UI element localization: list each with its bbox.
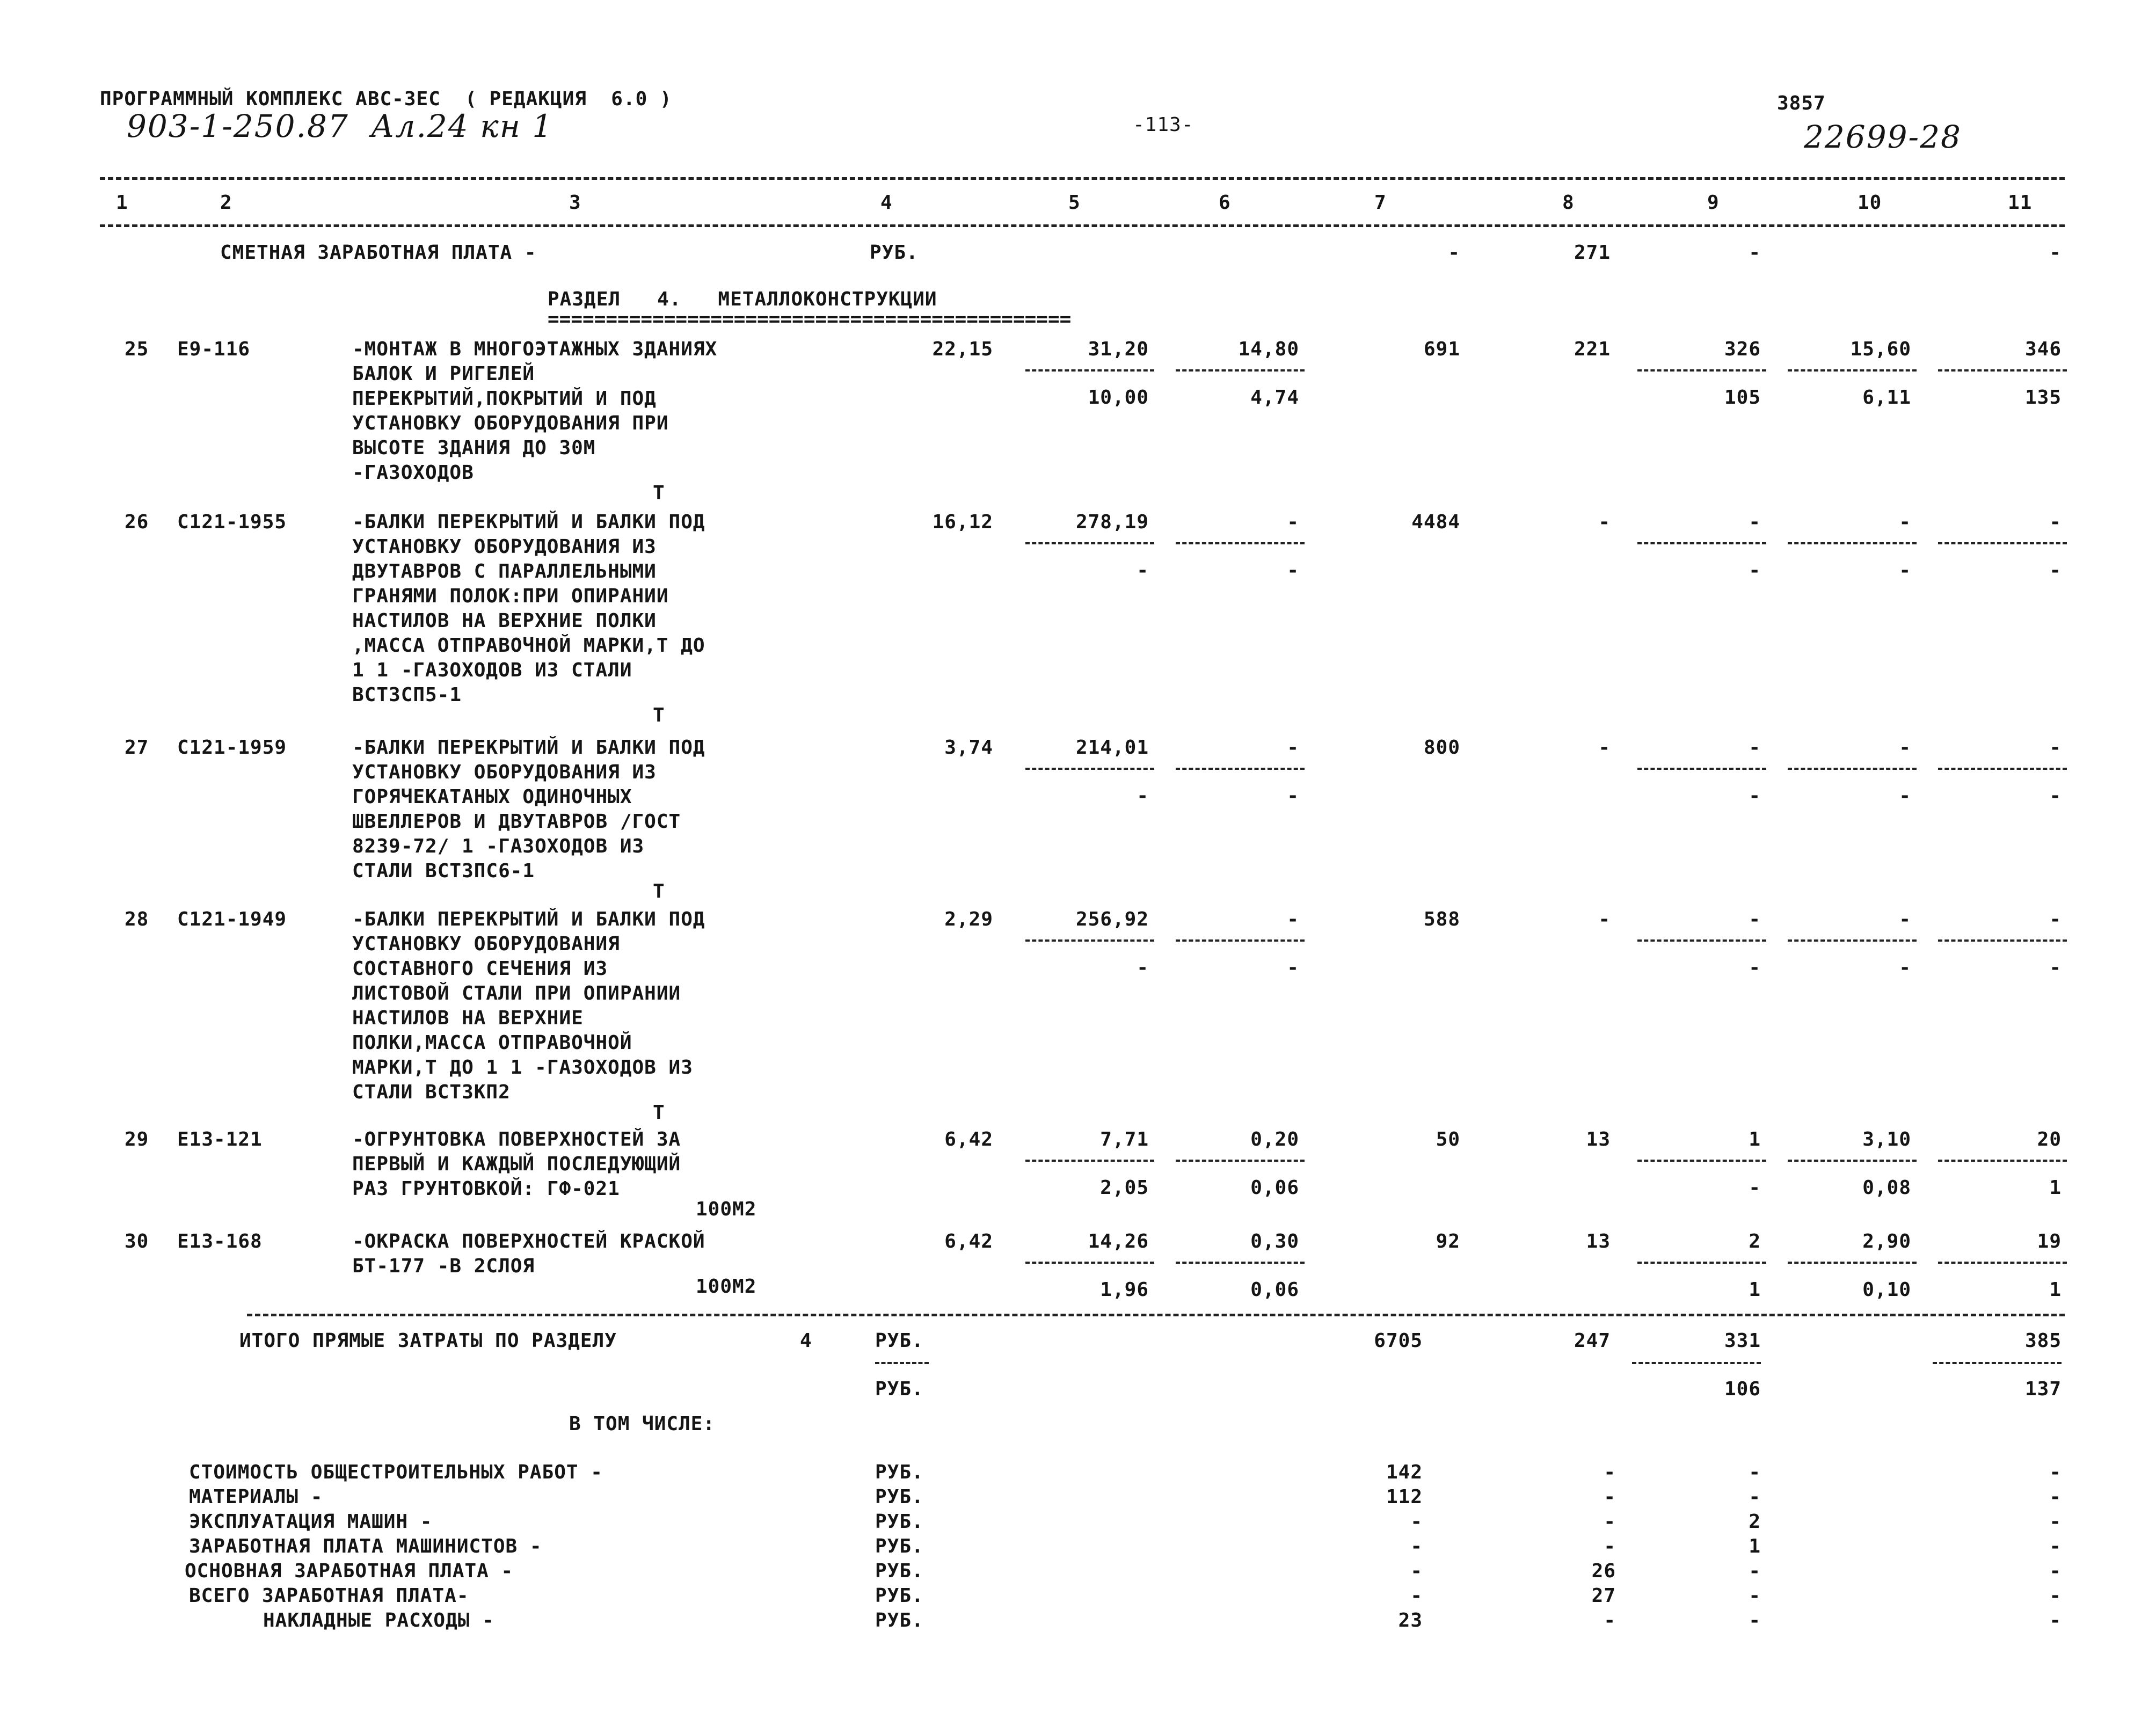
breakdown-label: ВСЕГО ЗАРАБОТНАЯ ПЛАТА- — [189, 1585, 469, 1607]
item-subrule — [1176, 939, 1305, 942]
item-c7: 691 — [1423, 338, 1460, 360]
item-c11b: - — [2049, 785, 2062, 807]
breakdown-c7: - — [1410, 1585, 1423, 1607]
total-c7: 6705 — [1374, 1330, 1423, 1352]
breakdown-c8: - — [1604, 1461, 1616, 1483]
item-subrule — [1176, 768, 1305, 770]
item-c5a: 31,20 — [1088, 338, 1149, 360]
breakdown-c7: 112 — [1386, 1486, 1423, 1508]
item-code: С121-1949 — [177, 908, 287, 930]
item-description-line: МАРКИ,Т ДО 1 1 -ГАЗОХОДОВ ИЗ — [352, 1057, 693, 1079]
breakdown-label: СТОИМОСТЬ ОБЩЕСТРОИТЕЛЬНЫХ РАБОТ - — [189, 1461, 603, 1483]
item-number: 25 — [125, 338, 149, 360]
item-c6b: 0,06 — [1250, 1279, 1299, 1301]
item-c10b: - — [1899, 785, 1911, 807]
item-unit: 100М2 — [696, 1198, 757, 1220]
breakdown-unit: РУБ. — [875, 1461, 924, 1483]
item-subrule — [1637, 768, 1766, 770]
item-c9a: 326 — [1724, 338, 1761, 360]
breakdown-unit: РУБ. — [875, 1486, 924, 1508]
item-c10a: - — [1899, 511, 1911, 533]
item-c5a: 14,26 — [1088, 1230, 1149, 1252]
item-subrule — [1938, 369, 2067, 371]
item-description-line: -БАЛКИ ПЕРЕКРЫТИЙ И БАЛКИ ПОД — [352, 737, 705, 759]
item-c9b: 1 — [1749, 1279, 1761, 1301]
breakdown-c8: 26 — [1591, 1560, 1616, 1582]
item-c5a: 7,71 — [1100, 1128, 1149, 1150]
total-c9b: 106 — [1724, 1378, 1761, 1400]
item-c6b: 4,74 — [1250, 387, 1299, 409]
total-section-no: 4 — [800, 1330, 812, 1352]
item-description-line: УСТАНОВКУ ОБОРУДОВАНИЯ — [352, 933, 620, 955]
item-c10b: - — [1899, 559, 1911, 581]
item-subrule — [1938, 542, 2067, 544]
item-description-line: ПЕРВЫЙ И КАЖДЫЙ ПОСЛЕДУЮЩИЙ — [352, 1153, 681, 1175]
item-c11b: - — [2049, 559, 2062, 581]
breakdown-unit: РУБ. — [875, 1511, 924, 1533]
item-c8: - — [1598, 737, 1611, 759]
breakdown-c9: 1 — [1749, 1535, 1761, 1557]
item-unit: 100М2 — [696, 1276, 757, 1298]
breakdown-c7: - — [1410, 1560, 1423, 1582]
rule-before-total — [247, 1314, 2065, 1316]
item-description-line: НАСТИЛОВ НА ВЕРХНИЕ — [352, 1007, 584, 1029]
item-c7: 4484 — [1411, 511, 1460, 533]
item-c9a: 1 — [1749, 1128, 1761, 1150]
item-c11b: - — [2049, 957, 2062, 979]
item-subrule — [1637, 1262, 1766, 1264]
breakdown-c9: - — [1749, 1461, 1761, 1483]
item-c6b: - — [1287, 957, 1299, 979]
breakdown-c11: - — [2049, 1609, 2062, 1631]
page-number: -113- — [1133, 114, 1194, 136]
item-subrule — [1938, 768, 2067, 770]
item-c6b: - — [1287, 559, 1299, 581]
item-subrule — [1176, 369, 1305, 371]
breakdown-c8: - — [1604, 1535, 1616, 1557]
item-description-line: -БАЛКИ ПЕРЕКРЫТИЙ И БАЛКИ ПОД — [352, 511, 705, 533]
item-c6a: - — [1287, 511, 1299, 533]
breakdown-c11: - — [2049, 1585, 2062, 1607]
total-c11-rule — [1933, 1362, 2062, 1364]
item-c10a: 15,60 — [1850, 338, 1911, 360]
item-c8: 13 — [1586, 1128, 1611, 1150]
item-unit: Т — [653, 880, 665, 902]
breakdown-c9: - — [1749, 1609, 1761, 1631]
total-including-label: В ТОМ ЧИСЛЕ: — [569, 1413, 716, 1435]
item-c6a: - — [1287, 908, 1299, 930]
item-subrule — [1637, 939, 1766, 942]
column-header-1: 1 — [116, 192, 128, 214]
column-header-4: 4 — [880, 192, 893, 214]
item-c11a: 346 — [2024, 338, 2062, 360]
item-c10b: 0,08 — [1862, 1177, 1911, 1199]
item-description-line: ГРАНЯМИ ПОЛОК:ПРИ ОПИРАНИИ — [352, 585, 669, 607]
item-c5b: - — [1137, 785, 1149, 807]
column-header-6: 6 — [1219, 192, 1231, 214]
item-code: Е13-121 — [177, 1128, 263, 1150]
item-c5b: 10,00 — [1088, 387, 1149, 409]
item-c11a: 19 — [2037, 1230, 2062, 1252]
item-description-line: СТАЛИ ВСТЗПС6-1 — [352, 860, 535, 882]
item-subrule — [1176, 542, 1305, 544]
section-title: РАЗДЕЛ 4. МЕТАЛЛОКОНСТРУКЦИИ — [548, 288, 937, 310]
item-c9a: - — [1749, 511, 1761, 533]
item-c6a: - — [1287, 737, 1299, 759]
item-c5b: - — [1137, 559, 1149, 581]
item-subrule — [1788, 1160, 1917, 1162]
item-description-line: РАЗ ГРУНТОВКОЙ: ГФ-021 — [352, 1178, 620, 1200]
breakdown-c11: - — [2049, 1461, 2062, 1483]
item-c10b: - — [1899, 957, 1911, 979]
item-subrule — [1025, 939, 1154, 942]
item-c9b: - — [1749, 559, 1761, 581]
summary-top-c8: 271 — [1574, 242, 1611, 264]
breakdown-unit: РУБ. — [875, 1609, 924, 1631]
item-subrule — [1637, 542, 1766, 544]
breakdown-c8: 27 — [1591, 1585, 1616, 1607]
column-header-7: 7 — [1374, 192, 1387, 214]
breakdown-c11: - — [2049, 1560, 2062, 1582]
item-description-line: БАЛОК И РИГЕЛЕЙ — [352, 363, 535, 385]
item-subrule — [1637, 369, 1766, 371]
total-c9-rule — [1632, 1362, 1761, 1364]
sheet-number-small: 3857 — [1777, 92, 1826, 114]
item-description-line: СОСТАВНОГО СЕЧЕНИЯ ИЗ — [352, 958, 608, 980]
item-c11b: 135 — [2024, 387, 2062, 409]
item-code: Е13-168 — [177, 1230, 263, 1252]
item-number: 28 — [125, 908, 149, 930]
item-c10a: 3,10 — [1862, 1128, 1911, 1150]
total-c8: 247 — [1574, 1330, 1611, 1352]
item-number: 26 — [125, 511, 149, 533]
item-subrule — [1938, 939, 2067, 942]
item-subrule — [1176, 1160, 1305, 1162]
item-c6b: 0,06 — [1250, 1177, 1299, 1199]
rule-under-header — [100, 224, 2065, 227]
breakdown-label: ЭКСПЛУАТАЦИЯ МАШИН - — [189, 1511, 433, 1533]
item-description-line: -ОКРАСКА ПОВЕРХНОСТЕЙ КРАСКОЙ — [352, 1230, 705, 1252]
total-c9: 331 — [1724, 1330, 1761, 1352]
breakdown-label: МАТЕРИАЛЫ - — [189, 1486, 323, 1508]
item-c11a: - — [2049, 511, 2062, 533]
item-description-line: ,МАССА ОТПРАВОЧНОЙ МАРКИ,Т ДО — [352, 635, 705, 657]
item-subrule — [1025, 369, 1154, 371]
item-c5b: 2,05 — [1100, 1177, 1149, 1199]
item-description-line: 8239-72/ 1 -ГАЗОХОДОВ ИЗ — [352, 835, 645, 857]
item-subrule — [1637, 1160, 1766, 1162]
item-description-line: -БАЛКИ ПЕРЕКРЫТИЙ И БАЛКИ ПОД — [352, 908, 705, 930]
item-description-line: БТ-177 -В 2СЛОЯ — [352, 1255, 535, 1277]
item-c4: 3,74 — [944, 737, 993, 759]
column-header-2: 2 — [220, 192, 232, 214]
item-description-line: ВЫСОТЕ ЗДАНИЯ ДО 30М — [352, 437, 596, 459]
item-subrule — [1938, 1262, 2067, 1264]
item-c9b: - — [1749, 957, 1761, 979]
item-unit: Т — [653, 482, 665, 504]
item-c5a: 214,01 — [1075, 737, 1149, 759]
breakdown-label: НАКЛАДНЫЕ РАСХОДЫ - — [263, 1609, 494, 1631]
item-c9b: 105 — [1724, 387, 1761, 409]
item-c10a: - — [1899, 908, 1911, 930]
item-c10a: - — [1899, 737, 1911, 759]
item-subrule — [1025, 1160, 1154, 1162]
total-label: ИТОГО ПРЯМЫЕ ЗАТРАТЫ ПО РАЗДЕЛУ — [239, 1330, 617, 1352]
column-header-5: 5 — [1068, 192, 1081, 214]
item-unit: Т — [653, 704, 665, 726]
item-description-line: -ОГРУНТОВКА ПОВЕРХНОСТЕЙ ЗА — [352, 1128, 681, 1150]
item-c5b: 1,96 — [1100, 1279, 1149, 1301]
item-c4: 6,42 — [944, 1128, 993, 1150]
breakdown-unit: РУБ. — [875, 1535, 924, 1557]
item-description-line: УСТАНОВКУ ОБОРУДОВАНИЯ ПРИ — [352, 412, 669, 434]
item-c8: - — [1598, 511, 1611, 533]
item-c8: - — [1598, 908, 1611, 930]
breakdown-unit: РУБ. — [875, 1585, 924, 1607]
item-subrule — [1025, 1262, 1154, 1264]
breakdown-c11: - — [2049, 1486, 2062, 1508]
item-description-line: СТАЛИ ВСТЗКП2 — [352, 1081, 511, 1103]
breakdown-label: ОСНОВНАЯ ЗАРАБОТНАЯ ПЛАТА - — [185, 1560, 514, 1582]
item-description-line: -ГАЗОХОДОВ — [352, 462, 474, 484]
item-description-line: ЛИСТОВОЙ СТАЛИ ПРИ ОПИРАНИИ — [352, 982, 681, 1004]
breakdown-c8: - — [1604, 1609, 1616, 1631]
item-description-line: ПОЛКИ,МАССА ОТПРАВОЧНОЙ — [352, 1032, 632, 1054]
summary-top-unit: РУБ. — [870, 242, 919, 264]
summary-top-c11: - — [2049, 242, 2062, 264]
summary-top-c7: - — [1448, 242, 1460, 264]
item-c10b: 6,11 — [1862, 387, 1911, 409]
column-header-3: 3 — [569, 192, 581, 214]
item-c9a: - — [1749, 908, 1761, 930]
item-code: Е9-116 — [177, 338, 251, 360]
item-description-line: ДВУТАВРОВ С ПАРАЛЛЕЛЬНЫМИ — [352, 560, 657, 582]
item-c4: 6,42 — [944, 1230, 993, 1252]
total-c11b: 137 — [2024, 1378, 2062, 1400]
item-c9a: 2 — [1749, 1230, 1761, 1252]
item-subrule — [1788, 542, 1917, 544]
item-c4: 2,29 — [944, 908, 993, 930]
item-c8: 13 — [1586, 1230, 1611, 1252]
total-unit-2: РУБ. — [875, 1378, 924, 1400]
item-subrule — [1025, 542, 1154, 544]
item-subrule — [1788, 369, 1917, 371]
item-number: 29 — [125, 1128, 149, 1150]
item-subrule — [1938, 1160, 2067, 1162]
item-subrule — [1025, 768, 1154, 770]
item-c8: 221 — [1574, 338, 1611, 360]
item-description-line: -МОНТАЖ В МНОГОЭТАЖНЫХ ЗДАНИЯХ — [352, 338, 718, 360]
item-c11a: - — [2049, 737, 2062, 759]
breakdown-c9: - — [1749, 1585, 1761, 1607]
item-code: С121-1955 — [177, 511, 287, 533]
program-header: ПРОГРАММНЫЙ КОМПЛЕКС АВС-ЗЕС ( РЕДАКЦИЯ 6.0 ) — [100, 88, 672, 110]
handwritten-project-code: 903-1-250.87 Ал.24 кн 1 — [127, 108, 553, 144]
item-description-line: УСТАНОВКУ ОБОРУДОВАНИЯ ИЗ — [352, 536, 657, 558]
item-c10a: 2,90 — [1862, 1230, 1911, 1252]
item-description-line: ВСТЗСП5-1 — [352, 684, 462, 706]
breakdown-c7: 23 — [1398, 1609, 1423, 1631]
breakdown-c7: - — [1410, 1535, 1423, 1557]
summary-top-label: СМЕТНАЯ ЗАРАБОТНАЯ ПЛАТА - — [220, 242, 537, 264]
item-description-line: НАСТИЛОВ НА ВЕРХНИЕ ПОЛКИ — [352, 610, 657, 632]
item-c5a: 256,92 — [1075, 908, 1149, 930]
breakdown-c9: 2 — [1749, 1511, 1761, 1533]
item-subrule — [1788, 1262, 1917, 1264]
section-underline: ============================================= — [548, 308, 1072, 330]
item-c5a: 278,19 — [1075, 511, 1149, 533]
item-c5b: - — [1137, 957, 1149, 979]
column-header-8: 8 — [1562, 192, 1575, 214]
breakdown-c8: - — [1604, 1511, 1616, 1533]
total-unit-rule — [875, 1362, 929, 1364]
item-unit: Т — [653, 1102, 665, 1124]
item-subrule — [1788, 939, 1917, 942]
item-c7: 92 — [1436, 1230, 1460, 1252]
item-c11b: 1 — [2049, 1177, 2062, 1199]
item-c7: 50 — [1436, 1128, 1460, 1150]
item-c11b: 1 — [2049, 1279, 2062, 1301]
item-c6b: - — [1287, 785, 1299, 807]
breakdown-c9: - — [1749, 1560, 1761, 1582]
item-c7: 800 — [1423, 737, 1460, 759]
item-c6a: 14,80 — [1238, 338, 1299, 360]
item-subrule — [1788, 768, 1917, 770]
item-c11a: 20 — [2037, 1128, 2062, 1150]
item-c9b: - — [1749, 1177, 1761, 1199]
item-number: 27 — [125, 737, 149, 759]
item-c6a: 0,30 — [1250, 1230, 1299, 1252]
breakdown-c7: 142 — [1386, 1461, 1423, 1483]
item-number: 30 — [125, 1230, 149, 1252]
total-c11: 385 — [2024, 1330, 2062, 1352]
breakdown-c11: - — [2049, 1511, 2062, 1533]
breakdown-label: ЗАРАБОТНАЯ ПЛАТА МАШИНИСТОВ - — [189, 1535, 542, 1557]
column-header-9: 9 — [1707, 192, 1720, 214]
breakdown-c8: - — [1604, 1486, 1616, 1508]
column-header-11: 11 — [2008, 192, 2033, 214]
item-c4: 22,15 — [932, 338, 993, 360]
item-description-line: ГОРЯЧЕКАТАНЫХ ОДИНОЧНЫХ — [352, 786, 632, 808]
item-c7: 588 — [1423, 908, 1460, 930]
breakdown-c9: - — [1749, 1486, 1761, 1508]
summary-top-c9: - — [1749, 242, 1761, 264]
breakdown-c11: - — [2049, 1535, 2062, 1557]
item-description-line: УСТАНОВКУ ОБОРУДОВАНИЯ ИЗ — [352, 761, 657, 783]
breakdown-c7: - — [1410, 1511, 1423, 1533]
breakdown-unit: РУБ. — [875, 1560, 924, 1582]
column-header-10: 10 — [1858, 192, 1882, 214]
handwritten-sheet-code: 22699-28 — [1804, 119, 1962, 155]
item-description-line: ШВЕЛЛЕРОВ И ДВУТАВРОВ /ГОСТ — [352, 811, 681, 833]
item-c6a: 0,20 — [1250, 1128, 1299, 1150]
item-c4: 16,12 — [932, 511, 993, 533]
item-subrule — [1176, 1262, 1305, 1264]
item-description-line: 1 1 -ГАЗОХОДОВ ИЗ СТАЛИ — [352, 659, 632, 681]
item-c9b: - — [1749, 785, 1761, 807]
item-description-line: ПЕРЕКРЫТИЙ,ПОКРЫТИЙ И ПОД — [352, 388, 657, 410]
total-unit-1: РУБ. — [875, 1330, 924, 1352]
item-c11a: - — [2049, 908, 2062, 930]
item-c9a: - — [1749, 737, 1761, 759]
item-code: С121-1959 — [177, 737, 287, 759]
rule-top — [100, 177, 2065, 180]
item-c10b: 0,10 — [1862, 1279, 1911, 1301]
